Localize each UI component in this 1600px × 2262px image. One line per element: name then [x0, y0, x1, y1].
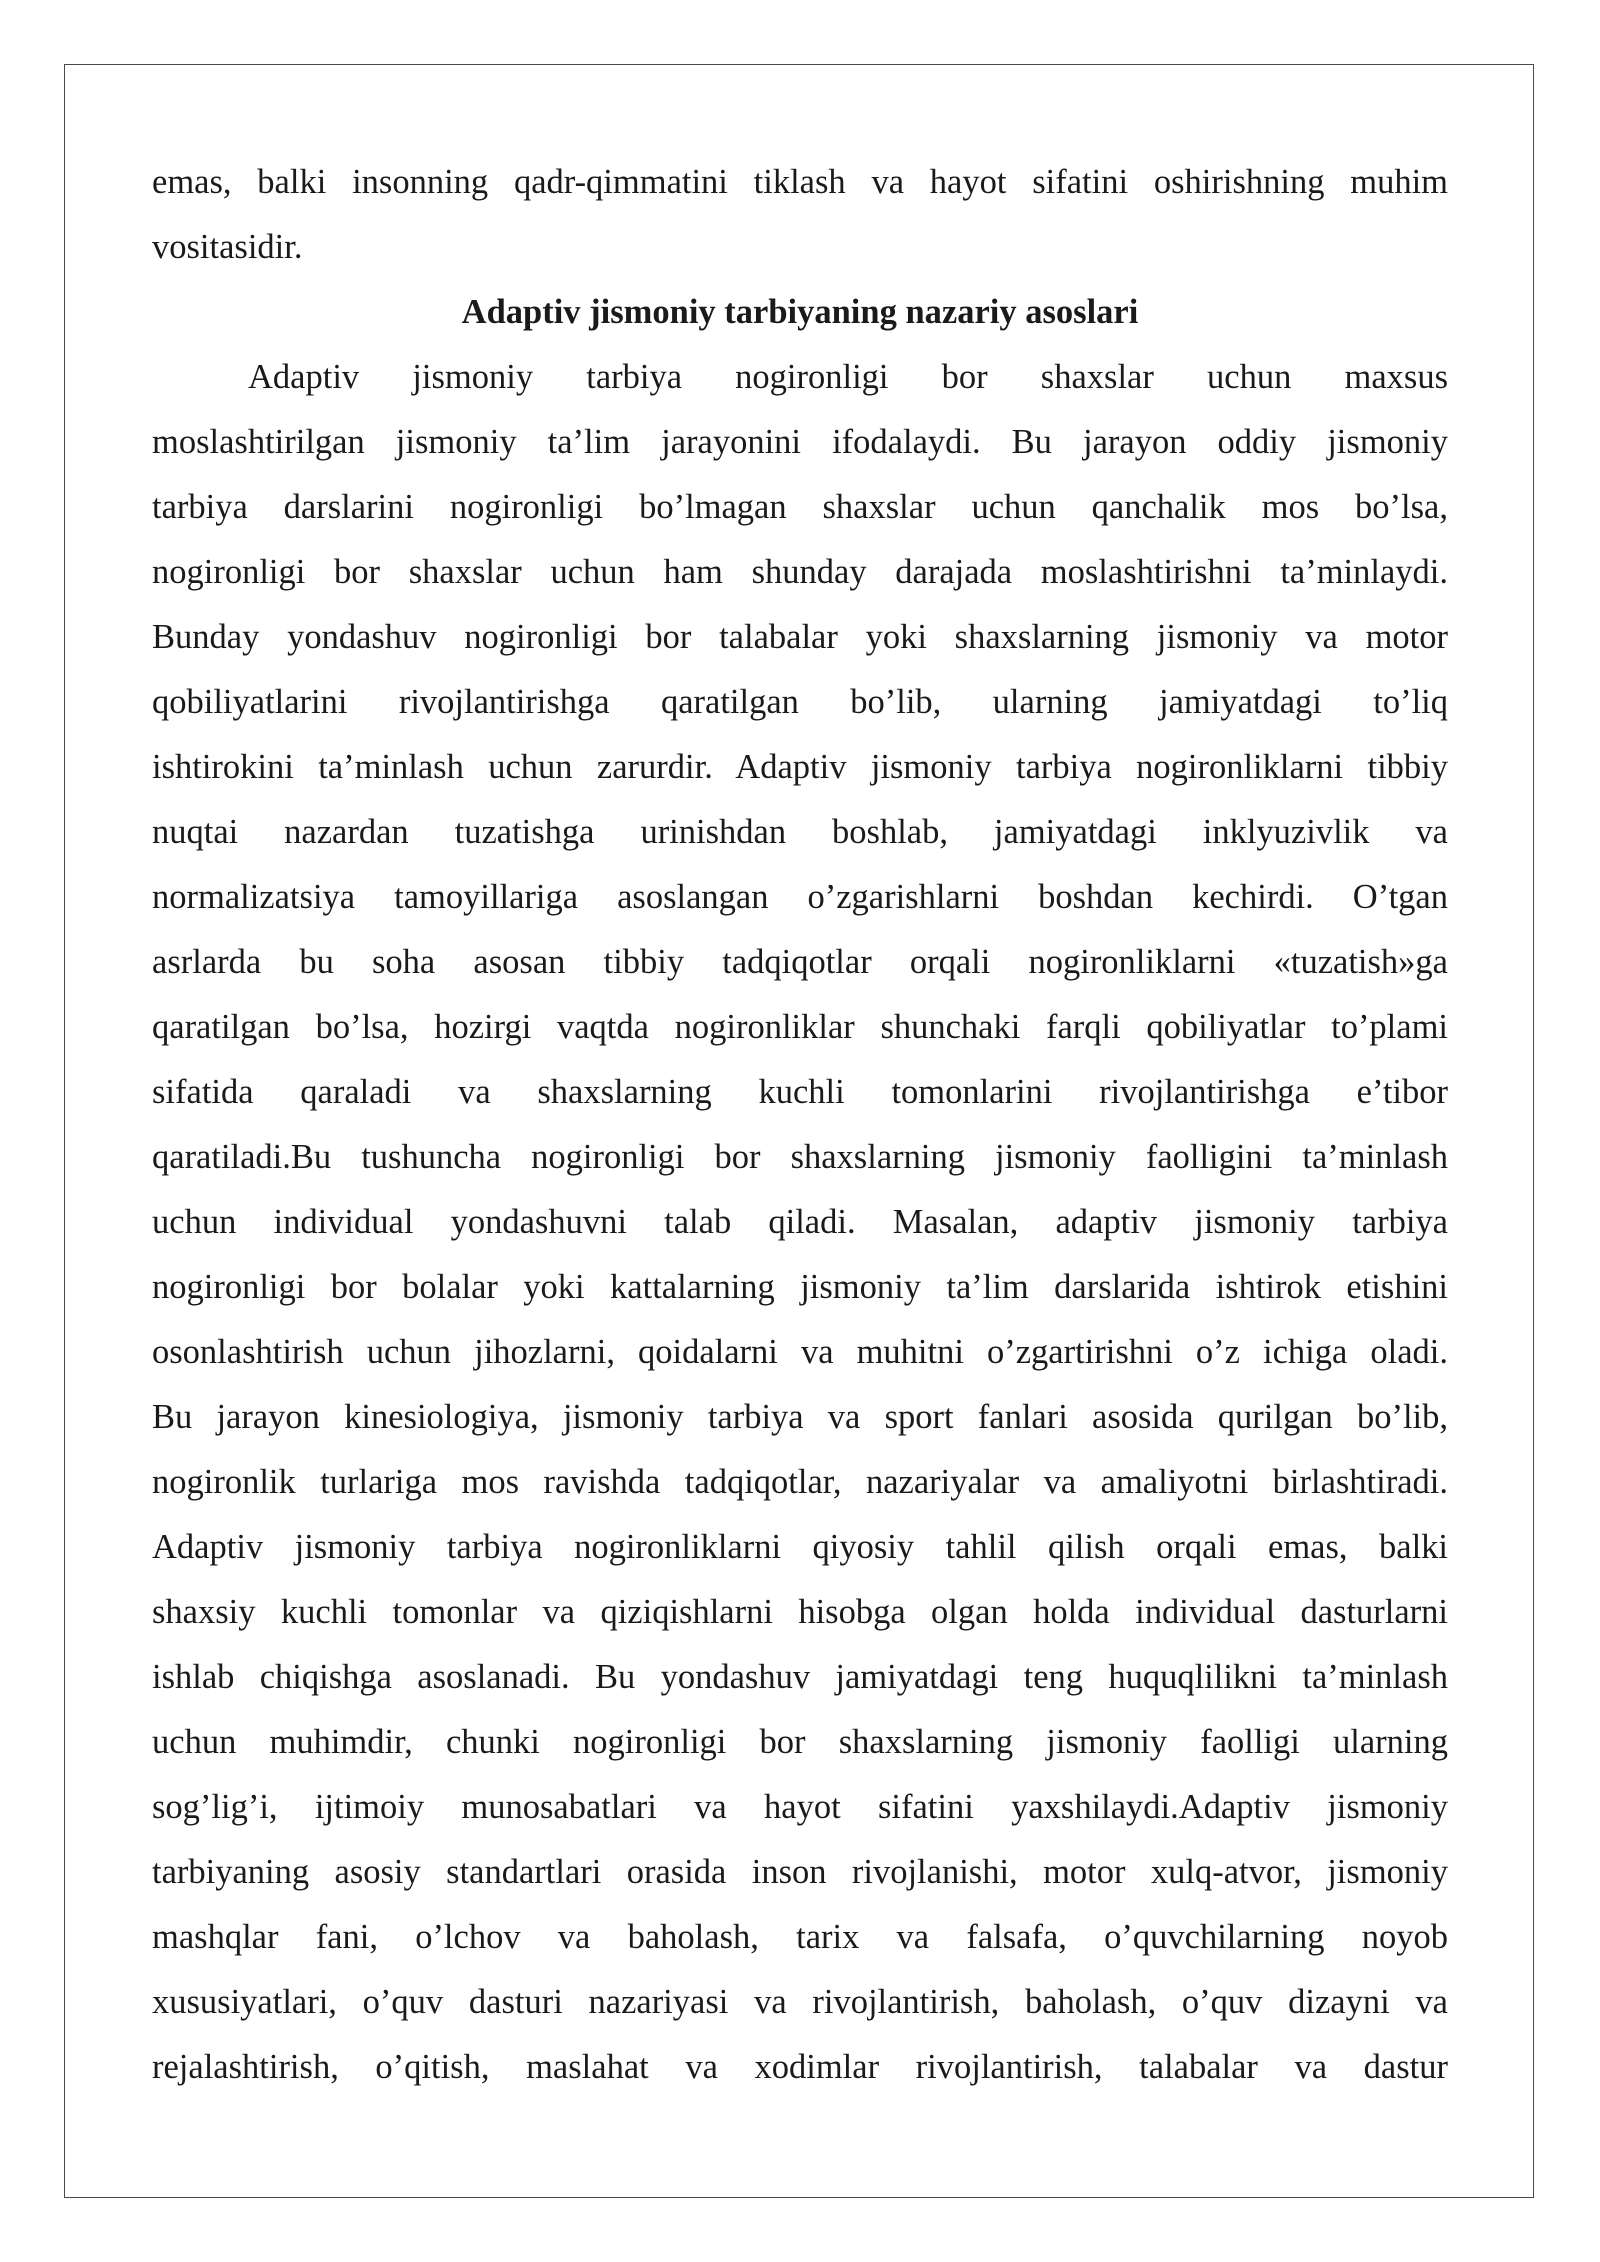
text-line: emas, balki insonning qadr-qimmatini tiklash va hayot sifatini oshirishning muhim: [152, 163, 1448, 201]
text-line: shaxsiy kuchli tomonlar va qiziqishlarni hisobga olgan holda individual dasturlarni: [152, 1593, 1448, 1631]
text-line: ishlab chiqishga asoslanadi. Bu yondashuv jamiyatdagi teng huquqlilikni ta’minlash: [152, 1658, 1448, 1696]
text-line: qaratiladi.Bu tushuncha nogironligi bor shaxslarning jismoniy faolligini ta’minlash: [152, 1138, 1448, 1176]
text-line: moslashtirilgan jismoniy ta’lim jarayonini ifodalaydi. Bu jarayon oddiy jismoniy: [152, 423, 1448, 461]
text-line: nogironligi bor bolalar yoki kattalarning jismoniy ta’lim darslarida ishtirok etishini: [152, 1268, 1448, 1306]
text-line: osonlashtirish uchun jihozlarni, qoidalarni va muhitni o’zgartirishni o’z ichiga oladi.: [152, 1333, 1448, 1371]
body-paragraph: [152, 345, 1448, 2100]
text-line: nuqtai nazardan tuzatishga urinishdan boshlab, jamiyatdagi inklyuzivlik va: [152, 813, 1448, 851]
text-line: qobiliyatlarini rivojlantirishga qaratilgan bo’lib, ularning jamiyatdagi to’liq: [152, 683, 1448, 721]
text-line: tarbiya darslarini nogironligi bo’lmagan shaxslar uchun qanchalik mos bo’lsa,: [152, 488, 1448, 526]
text-line: Adaptiv jismoniy tarbiya nogironligi bor shaxslar uchun maxsus: [248, 358, 1448, 396]
text-line: xususiyatlari, o’quv dasturi nazariyasi va rivojlantirish, baholash, o’quv dizayni va: [152, 1983, 1448, 2021]
continuation-paragraph: [152, 150, 1448, 280]
text-line: Bunday yondashuv nogironligi bor talabalar yoki shaxslarning jismoniy va motor: [152, 618, 1448, 656]
text-line: sifatida qaraladi va shaxslarning kuchli tomonlarini rivojlantirishga e’tibor: [152, 1073, 1448, 1111]
text-line: Bu jarayon kinesiologiya, jismoniy tarbiya va sport fanlari asosida qurilgan bo’lib,: [152, 1398, 1448, 1436]
text-line: nogironlik turlariga mos ravishda tadqiqotlar, nazariyalar va amaliyotni birlashtiradi.: [152, 1463, 1448, 1501]
document-body: [152, 150, 1448, 2100]
text-line: ishtirokini ta’minlash uchun zarurdir. Adaptiv jismoniy tarbiya nogironliklarni tibbiy: [152, 748, 1448, 786]
text-line: uchun muhimdir, chunki nogironligi bor shaxslarning jismoniy faolligi ularning: [152, 1723, 1448, 1761]
text-line: vositasidir.: [152, 228, 303, 266]
text-line: rejalashtirish, o’qitish, maslahat va xodimlar rivojlantirish, talabalar va dastur: [152, 2048, 1448, 2086]
text-line: qaratilgan bo’lsa, hozirgi vaqtda nogironliklar shunchaki farqli qobiliyatlar to’plami: [152, 1008, 1448, 1046]
text-line: sog’lig’i, ijtimoiy munosabatlari va hayot sifatini yaxshilaydi.Adaptiv jismoniy: [152, 1788, 1448, 1826]
section-heading: Adaptiv jismoniy tarbiyaning nazariy asoslari: [461, 293, 1139, 331]
text-line: nogironligi bor shaxslar uchun ham shunday darajada moslashtirishni ta’minlaydi.: [152, 553, 1448, 591]
text-line: tarbiyaning asosiy standartlari orasida inson rivojlanishi, motor xulq-atvor, jismoniy: [152, 1853, 1448, 1891]
text-line: mashqlar fani, o’lchov va baholash, tarix va falsafa, o’quvchilarning noyob: [152, 1918, 1448, 1956]
text-line: asrlarda bu soha asosan tibbiy tadqiqotlar orqali nogironliklarni «tuzatish»ga: [152, 943, 1448, 981]
text-line: Adaptiv jismoniy tarbiya nogironliklarni qiyosiy tahlil qilish orqali emas, balki: [152, 1528, 1448, 1566]
text-line: uchun individual yondashuvni talab qiladi. Masalan, adaptiv jismoniy tarbiya: [152, 1203, 1448, 1241]
text-line: normalizatsiya tamoyillariga asoslangan o’zgarishlarni boshdan kechirdi. O’tgan: [152, 878, 1448, 916]
